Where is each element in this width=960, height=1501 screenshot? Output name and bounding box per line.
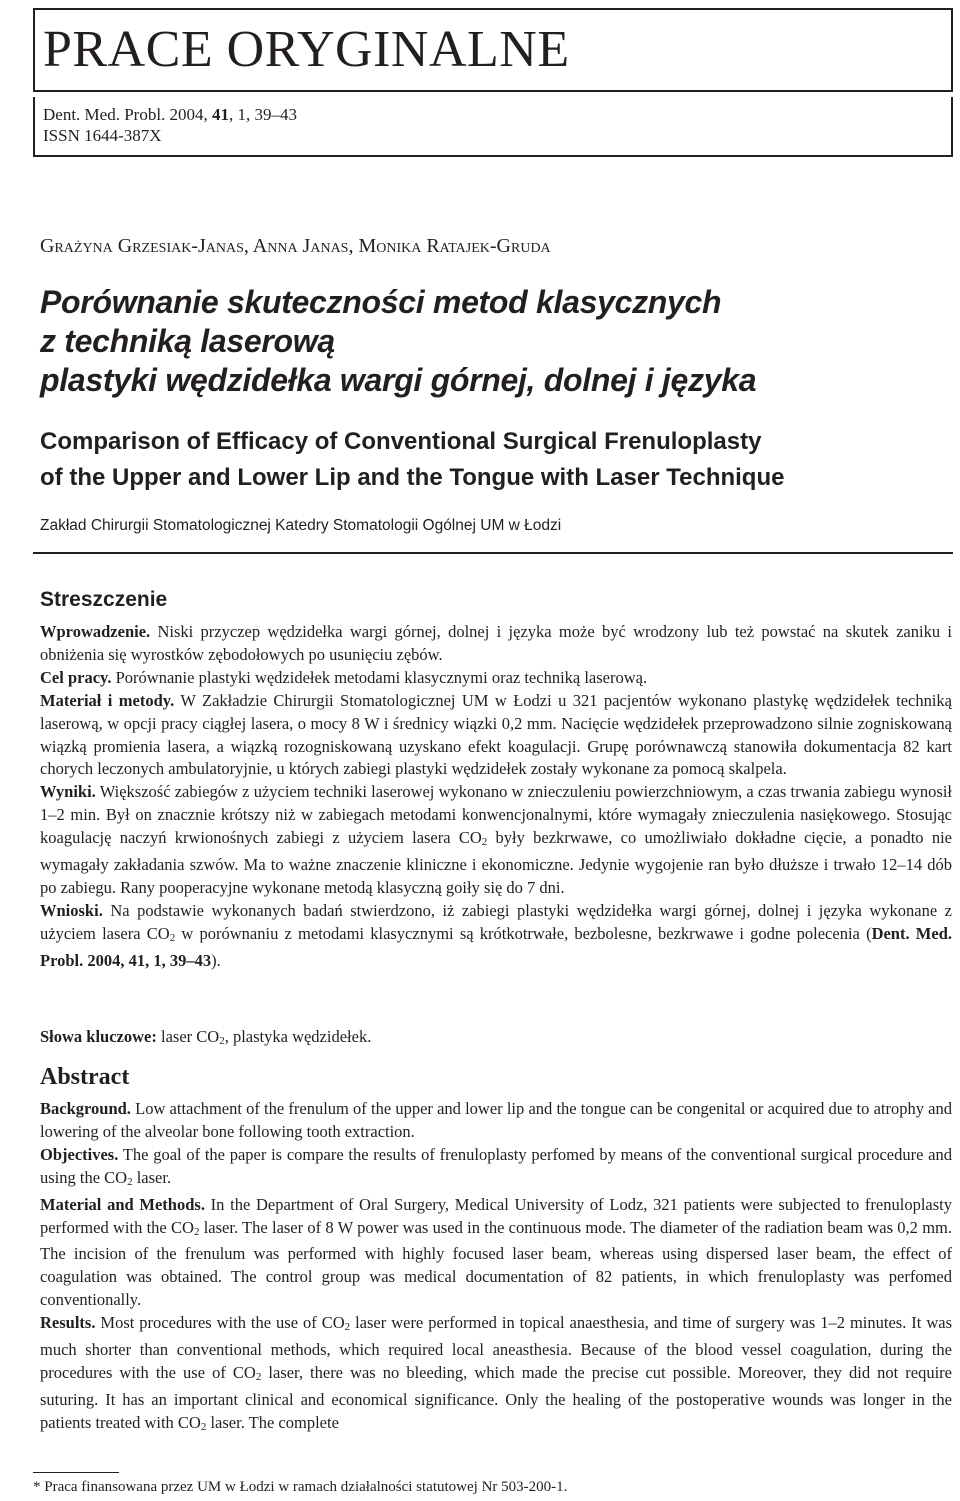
methods-text: In the Department of Oral Surgery, Medical University of Lodz, 321 patients were subjected to frenuloplasty performed with the CO [40, 1194, 952, 1237]
abstract-background [40, 1098, 952, 1144]
title-polish [40, 283, 940, 400]
wprowadzenie-label: Wprowadzenie. [40, 622, 151, 641]
footnote-divider [33, 1472, 119, 1473]
citation-box [33, 97, 953, 157]
subscript: 2 [481, 836, 488, 849]
title-polish-line: plastyki wędzidełka wargi górnej, dolnej i języka [40, 362, 757, 398]
streszczenie-heading: Streszczenie [40, 588, 168, 611]
keywords-text: , plastyka wędzidełek. [224, 1027, 372, 1046]
streszczenie-wyniki [40, 781, 952, 900]
material-label: Materiał i metody. [40, 690, 175, 710]
wnioski-text: w porównaniu z metodami klasycznymi są krótkotrwałe, bezbolesne, bezkrwawe i godne polecenia ( [175, 923, 872, 943]
wprowadzenie-text: Niski przyczep wędzidełka wargi górnej, dolnej i języka może być wrodzony lub też powstać na skutek zaniku i obniżenia się wyrostków zębodołowych po usunięciu zębów. [40, 622, 952, 664]
wnioski-text: Na podstawie wykonanych badań stwierdzono, iż zabiegi plastyki wędzidełka wargi górnej, dolnej i języka wykonane z użyciem lasera CO [40, 900, 952, 943]
wnioski-citation: Dent. Med. Probl. 2004, 41, 1, 39–43 [40, 923, 952, 970]
methods-text: laser. The laser of 8 W power was used in the continuous mode. The diameter of the radiation beam was 0,2 mm. The incision of the frenulum was performed with highly focused laser beam, whereas using dispersed laser beam, the effect of coagulation was obtained. The control group was medical documentation of 82 patients, in which frenuloplasty was perfomed conventionally. [40, 1217, 952, 1310]
section-title: PRACE ORYGINALNE [43, 21, 570, 78]
citation-prefix: Dent. Med. Probl. 2004, [43, 105, 213, 124]
section-banner [33, 8, 953, 92]
subscript: 2 [255, 1370, 262, 1383]
streszczenie-cel [40, 667, 952, 690]
header-divider [33, 552, 953, 554]
objectives-label: Objectives. [40, 1144, 119, 1164]
abstract-results [40, 1312, 952, 1439]
objectives-text: The goal of the paper is compare the results of frenuloplasty perfomed by means of the conventional surgical procedure and using the CO [40, 1144, 952, 1187]
abstract-body [40, 1098, 952, 1439]
journal-issn: ISSN 1644-387X [43, 126, 162, 145]
cel-label: Cel pracy. [40, 667, 112, 687]
material-text: W Zakładzie Chirurgii Stomatologicznej UM w Łodzi u 321 pacjentów wykonano plastykę wędzidełek techniką laserową, w opcji pracy ciągłej lasera, o mocy 8 W i średnicy wiązki 0,2 mm. Nacięcie wędzidełek przeprowadzono silnie zogniskowaną wiązką promienia lasera, a wiązką rozogniskowaną uzyskano efekt koagulacji. Grupę porównawczą stanowiła dokumentacja 82 kart chorych leczonych ambulatoryjnie, u których zabiegi plastyki wędzidełek zostały wykonane za pomocą skalpela. [40, 690, 952, 779]
streszczenie-material [40, 690, 952, 782]
subscript: 2 [127, 1175, 133, 1188]
title-english-line: Comparison of Efficacy of Conventional Surgical Frenuloplasty [40, 428, 762, 455]
wyniki-text: były bezkrwawe, co umożliwiało dokładne cięcie, a ponadto nie wymagały zakładania szwów. Ma to ważne znaczenie kliniczne i ekonomiczne. Jedynie wygojenie ran było dłuższe i trwało 12–14 dób po zabiegu. Rany pooperacyjne wykonane metodą klasyczną goiły się do 7 dni. [40, 828, 952, 897]
wnioski-end: ). [211, 950, 221, 970]
abstract-heading: Abstract [40, 1064, 130, 1090]
cel-text: Porównanie plastyki wędzidełek metodami klasycznymi oraz techniką laserową. [111, 667, 648, 687]
wyniki-label: Wyniki. [40, 782, 96, 802]
affiliation: Zakład Chirurgii Stomatologicznej Katedry Stomatologii Ogólnej UM w Łodzi [40, 517, 562, 534]
title-polish-line: z techniką laserową [40, 323, 335, 359]
citation-suffix: , 1, 39–43 [229, 105, 298, 124]
wnioski-label: Wnioski. [40, 900, 103, 920]
citation-volume: 41 [212, 105, 230, 124]
background-text: Low attachment of the frenulum of the upper and lower lip and the tongue can be congenital or acquired due to atrophy and lowering of the alveolar bone following tooth extraction. [40, 1099, 952, 1141]
keywords-text: laser CO [156, 1027, 220, 1046]
abstract-objectives [40, 1144, 952, 1194]
authors: Grażyna Grzesiak-Janas, Anna Janas, Monika Ratajek-Gruda [40, 235, 551, 257]
results-text: laser, there was no bleeding, which made the precise cut possible. Moreover, they did not require suturing. It has an important clinical and economical significance. Only the healing of the postoperative wounds was longer in the patients treated with CO [40, 1362, 952, 1432]
subscript: 2 [169, 931, 176, 944]
results-text: laser were performed in topical anaesthesia, and time of surgery was 1–2 minutes. It was much shorter than conventional methods, which required local aneasthesia. Because of the blood vessel coagulation, during the procedures with the use of CO [40, 1313, 952, 1382]
subscript: 2 [219, 1035, 225, 1047]
streszczenie-body [40, 621, 952, 973]
methods-label: Material and Methods. [40, 1194, 205, 1214]
subscript: 2 [200, 1420, 207, 1433]
streszczenie-wprowadzenie [40, 621, 952, 667]
keywords-label: Słowa kluczowe: [40, 1027, 157, 1046]
keywords [40, 1026, 371, 1052]
title-english-line: of the Upper and Lower Lip and the Tongue with Laser Technique [40, 464, 785, 491]
results-label: Results. [40, 1313, 96, 1333]
background-label: Background. [40, 1099, 131, 1118]
journal-citation [43, 105, 297, 125]
results-text: Most procedures with the use of CO [95, 1313, 345, 1333]
streszczenie-wnioski [40, 900, 952, 973]
subscript: 2 [193, 1225, 200, 1238]
title-polish-line: Porównanie skuteczności metod klasycznych [40, 284, 722, 320]
subscript: 2 [344, 1321, 351, 1334]
results-text: laser. The complete [206, 1412, 339, 1432]
abstract-methods [40, 1194, 952, 1313]
title-english [40, 424, 940, 496]
wyniki-text: Większość zabiegów z użyciem techniki laserowej wykonano w znieczuleniu powierzchniowym, a czas trwania zabiegu wynosił 1–2 min. Był on znacznie krótszy niż w zabiegach metodami konwencjonalnymi, które wymagały znieczulenia nasiękowego. Stosując koagulację naczyń krwionośnych zabiegi z użyciem lasera CO [40, 782, 952, 848]
footnote: * Praca finansowana przez UM w Łodzi w ramach działalności statutowej Nr 503-200-1. [33, 1479, 568, 1495]
objectives-text: laser. [132, 1167, 172, 1187]
